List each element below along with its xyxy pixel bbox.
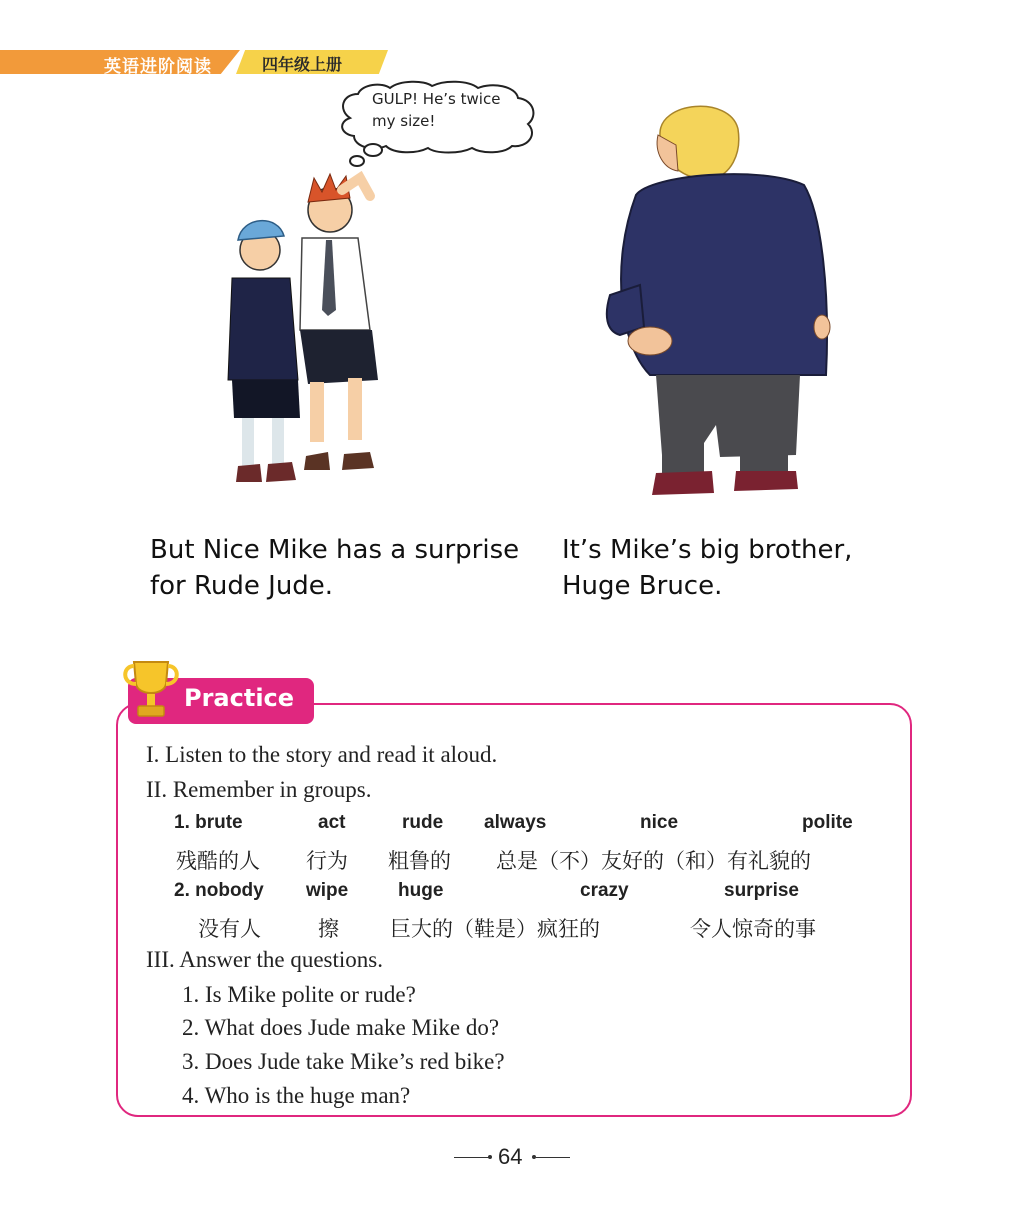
page-dot-left	[488, 1155, 492, 1159]
word-act: act	[318, 812, 346, 833]
page-rule-left	[454, 1157, 490, 1158]
trophy-icon	[120, 654, 182, 722]
word-nobody: 2. nobody	[174, 880, 264, 901]
cn-act: 行为	[306, 849, 348, 873]
caption-left: But Nice Mike has a surprise for Rude Jude.	[150, 535, 520, 601]
question-1: 1. Is Mike polite or rude?	[182, 982, 416, 1007]
question-2: 2. What does Jude make Mike do?	[182, 1015, 500, 1040]
question-4: 4. Who is the huge man?	[182, 1083, 411, 1108]
cn-huge-crazy: 巨大的（鞋是）疯狂的	[390, 917, 600, 941]
cn-nobody: 没有人	[198, 917, 261, 941]
practice-title: Practice	[184, 684, 295, 712]
question-3: 3. Does Jude take Mike’s red bike?	[182, 1049, 505, 1074]
thought-bubble-tail	[340, 140, 390, 174]
instruction-3: III. Answer the questions.	[146, 947, 383, 972]
word-wipe: wipe	[306, 880, 349, 901]
illustration-two-boys	[220, 170, 400, 490]
cn-wipe: 擦	[318, 917, 339, 941]
word-rude: rude	[402, 812, 444, 833]
word-nice: nice	[640, 812, 679, 833]
cn-surprise: 令人惊奇的事	[690, 917, 816, 941]
illustration-big-brother	[600, 95, 840, 505]
word-surprise: surprise	[724, 880, 799, 901]
cn-always-nice-polite: 总是（不）友好的（和）有礼貌的	[496, 849, 811, 873]
page-number: 64	[498, 1144, 523, 1169]
thought-bubble-text: GULP! He’s twice my size!	[372, 90, 501, 130]
word-polite: polite	[802, 812, 853, 833]
caption-right: It’s Mike’s big brother, Huge Bruce.	[562, 535, 853, 601]
word-always: always	[484, 812, 547, 833]
cn-rude: 粗鲁的	[388, 849, 451, 873]
word-crazy: crazy	[580, 880, 629, 901]
instruction-2: II. Remember in groups.	[146, 777, 372, 802]
book-series-title: 英语进阶阅读	[104, 57, 212, 77]
instruction-1: I. Listen to the story and read it aloud.	[146, 742, 498, 767]
cn-brute: 残酷的人	[176, 849, 260, 873]
word-huge: huge	[398, 880, 444, 901]
book-grade-label: 四年级上册	[262, 55, 343, 74]
word-brute: 1. brute	[174, 812, 243, 833]
page-rule-right	[536, 1157, 570, 1158]
